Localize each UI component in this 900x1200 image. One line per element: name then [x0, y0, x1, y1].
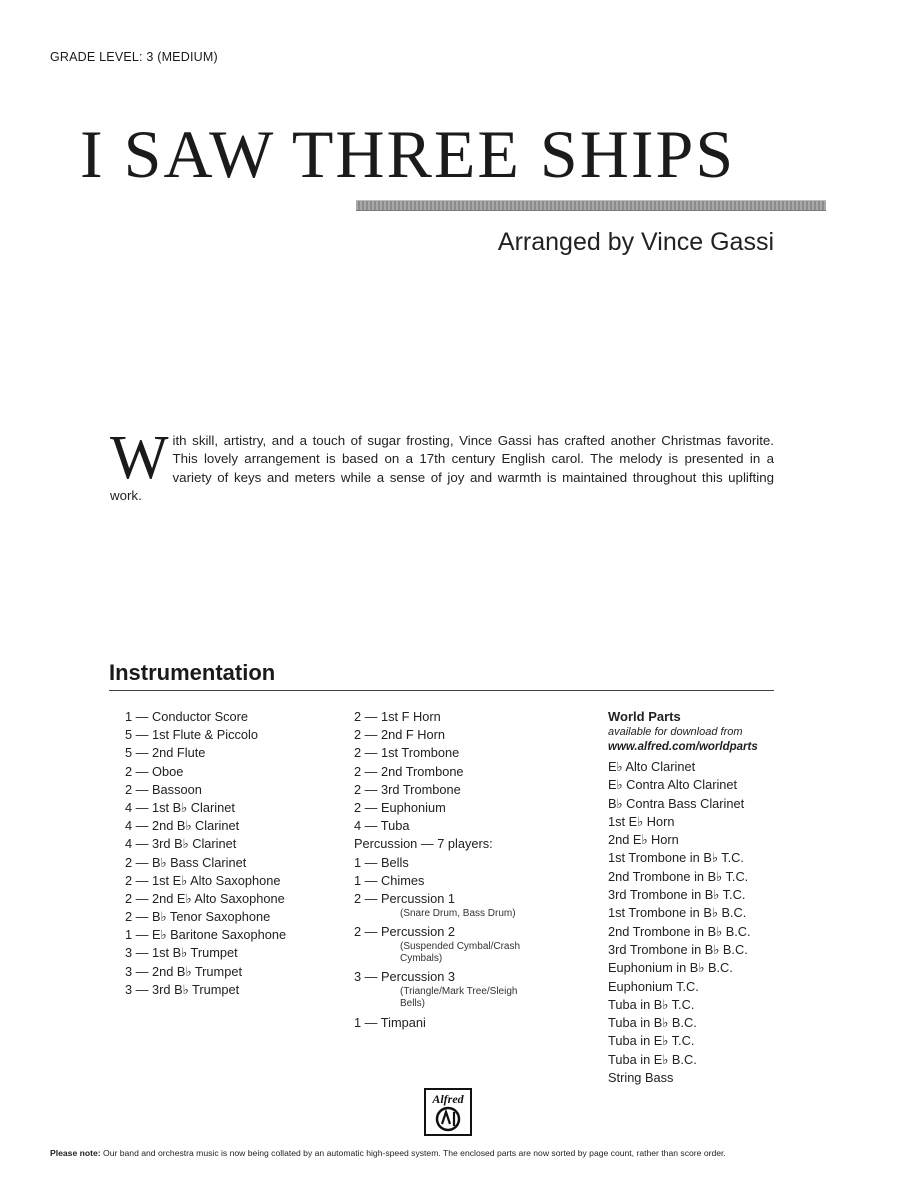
publisher-logo — [424, 1088, 472, 1136]
list-item: 2nd Trombone in B♭ B.C. — [608, 923, 751, 939]
list-item: 3 — 1st B♭ Trumpet — [125, 945, 238, 961]
list-item: 1 — Conductor Score — [125, 709, 249, 724]
list-item: 2 — Euphonium — [354, 799, 446, 815]
list-item: 1st E♭ Horn — [608, 813, 675, 829]
list-item: E♭ Alto Clarinet — [608, 759, 696, 774]
percussion-header: Percussion — 7 players: — [354, 836, 493, 852]
percussion-detail: (Triangle/Mark Tree/Sleigh — [400, 986, 518, 998]
list-item: 2 — Bassoon — [125, 781, 202, 797]
heading-divider — [109, 690, 774, 691]
world-parts-url: www.alfred.com/worldparts — [608, 741, 758, 753]
list-item: 2 — B♭ Bass Clarinet — [125, 854, 247, 870]
list-item: 2 — 2nd Trombone — [354, 763, 464, 779]
list-item: 2 — Oboe — [125, 763, 184, 779]
list-item: 3 — 2nd B♭ Trumpet — [125, 963, 242, 979]
percussion-detail: (Suspended Cymbal/Crash — [400, 941, 521, 953]
list-item: 4 — 1st B♭ Clarinet — [125, 799, 235, 815]
list-item: 2 — Percussion 1 — [354, 890, 456, 906]
intro-paragraph — [110, 424, 774, 506]
music-symbol-icon — [432, 1106, 464, 1132]
footer-text: Our band and orchestra music is now being collated by an automatic high-speed system. The enclosed parts are now sorted by page count, rather than score order. — [100, 1148, 726, 1158]
drop-cap: W — [110, 424, 169, 492]
list-item: 3 — 3rd B♭ Trumpet — [125, 981, 240, 997]
list-item: 2 — 2nd F Horn — [354, 727, 446, 743]
world-parts-note: available for download from — [608, 726, 743, 738]
footer-note — [50, 1148, 860, 1158]
percussion-detail: Bells) — [400, 998, 426, 1010]
list-item: Tuba in B♭ T.C. — [608, 996, 695, 1012]
list-item: 1st Trombone in B♭ T.C. — [608, 850, 744, 866]
list-item: Tuba in E♭ T.C. — [608, 1033, 695, 1049]
instrument-list-woodwinds-trumpets — [125, 708, 345, 999]
list-item: 2 — 2nd E♭ Alto Saxophone — [125, 890, 285, 906]
list-item: 1 — Bells — [354, 854, 409, 870]
intro-text: ith skill, artistry, and a touch of sugar frosting, Vince Gassi has crafted another Christmas favorite. This lovely arrangement is based on a 17th century English carol. The melody is presented in a variety of keys and meters while a sense of joy and warmth is maintained throughout this uplifting work. — [110, 433, 774, 504]
list-item: 2 — Percussion 2 — [354, 924, 456, 940]
list-item: 4 — 2nd B♭ Clarinet — [125, 818, 240, 834]
list-item: 2 — 1st E♭ Alto Saxophone — [125, 872, 281, 888]
footer-label: Please note: — [50, 1148, 101, 1158]
list-item: 2 — 1st F Horn — [354, 709, 441, 724]
list-item: B♭ Contra Bass Clarinet — [608, 795, 745, 811]
list-item: Euphonium T.C. — [608, 978, 699, 994]
list-item: Tuba in B♭ B.C. — [608, 1015, 697, 1031]
grade-level: GRADE LEVEL: 3 (MEDIUM) — [50, 50, 218, 64]
world-parts-title: World Parts — [608, 709, 681, 724]
percussion-detail: Cymbals) — [400, 953, 443, 965]
list-item: 2 — 1st Trombone — [354, 745, 460, 761]
list-item: 3rd Trombone in B♭ B.C. — [608, 941, 748, 957]
arranger-credit: Arranged by Vince Gassi — [497, 228, 774, 256]
list-item: 3rd Trombone in B♭ T.C. — [608, 887, 746, 903]
list-item: 1 — Chimes — [354, 872, 425, 888]
list-item: 5 — 1st Flute & Piccolo — [125, 727, 258, 743]
list-item: 4 — 3rd B♭ Clarinet — [125, 836, 237, 852]
list-item: String Bass — [608, 1070, 674, 1086]
percussion-detail: (Snare Drum, Bass Drum) — [400, 908, 516, 920]
list-item: E♭ Contra Alto Clarinet — [608, 777, 738, 793]
decorative-rule — [356, 200, 826, 211]
list-item: 2nd Trombone in B♭ T.C. — [608, 868, 749, 884]
list-item: 2 — 3rd Trombone — [354, 781, 461, 797]
world-parts-list — [608, 708, 808, 1087]
list-item: 1 — E♭ Baritone Saxophone — [125, 927, 287, 943]
page-title: I SAW THREE SHIPS — [80, 116, 736, 192]
logo-wordmark: Alfred — [432, 1092, 464, 1106]
list-item: Euphonium in B♭ B.C. — [608, 960, 733, 976]
list-item: 4 — Tuba — [354, 818, 410, 834]
list-item: 1 — Timpani — [354, 1015, 426, 1031]
list-item: 1st Trombone in B♭ B.C. — [608, 905, 747, 921]
list-item: 5 — 2nd Flute — [125, 745, 206, 761]
list-item: 2 — B♭ Tenor Saxophone — [125, 909, 271, 925]
list-item: Tuba in E♭ B.C. — [608, 1051, 697, 1067]
instrumentation-heading: Instrumentation — [109, 660, 276, 685]
instrument-list-brass-percussion — [354, 708, 574, 1033]
list-item: 2nd E♭ Horn — [608, 832, 679, 848]
list-item: 3 — Percussion 3 — [354, 969, 456, 985]
